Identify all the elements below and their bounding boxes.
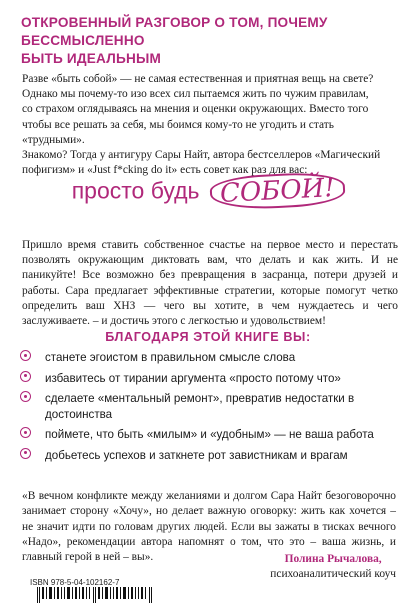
bullet-icon — [20, 427, 31, 438]
bullet-icon — [20, 371, 31, 382]
body-paragraph: Пришло время ставить собственное счастье на первое место и перестать позволять окружающим диктовать вам, что делать и как жить. И не паникуйте! Все возможно без превращения в засранца, потери друзей и работы. Сара предлагает эффективные стратегии, которые помогут четко определить ваш ХНЗ — чего вы хотите, в чем нуждаетесь и чего заслуживаете. – и достичь этого с легкостью и удовольствием! — [22, 239, 398, 328]
intro-line: Знакомо? Тогда у антигуру Сары Найт, автора бестселлеров «Магический — [22, 149, 381, 162]
slogan — [0, 174, 416, 208]
intro-paragraph — [22, 72, 398, 178]
headline — [21, 14, 401, 68]
quote-author — [270, 552, 396, 582]
bullet-icon — [20, 391, 31, 402]
benefits-list — [20, 350, 400, 468]
benefit-text: поймете, что быть «милым» и «удобным» — не ваша работа — [45, 428, 374, 441]
list-item — [20, 350, 400, 366]
slogan-text: просто будь — [71, 177, 200, 204]
intro-line: со страхом оглядываясь на мнения и оценки окружающих. Вместо того — [22, 103, 369, 116]
list-item — [20, 448, 400, 464]
isbn-label: ISBN 978-5-04-102162-7 — [30, 578, 120, 587]
review-quote: «В вечном конфликте между желаниями и долгом Сара Найт безоговорочно занимает сторону «Хочу», но делает важную оговорку: жить как хочется – не значит идти по головам других людей. Если вы зажаты в тисках вечного «Надо», рекомендации автора напомнят о том, что это – ваша жизнь, и главный герой в ней – вы». — [22, 490, 396, 564]
benefits-heading: БЛАГОДАРЯ ЭТОЙ КНИГЕ ВЫ: — [105, 330, 311, 344]
intro-line: чтобы все решать за себя, мы боимся кому-то не угодить и стать — [22, 118, 334, 131]
benefit-text: добьетесь успехов и заткнете рот завистникам и врагам — [45, 448, 348, 462]
author-role: психоаналитический коуч — [270, 568, 396, 580]
list-item — [20, 371, 400, 387]
author-name: Полина Рычалова, — [284, 553, 382, 565]
barcode-graphic — [31, 587, 166, 603]
benefit-text: сделаете «ментальный ремонт», превратив недостатки в достоинства — [45, 392, 355, 421]
headline-line-2: БЫТЬ ИДЕАЛЬНЫМ — [21, 51, 161, 66]
intro-line: Однако мы почему-то изо всех сил пытаемся жить по чужим правилам, — [22, 88, 369, 101]
bullet-icon — [20, 350, 31, 361]
intro-line: Разве «быть собой» — не самая естественная и приятная вещь на свете? — [22, 73, 374, 85]
benefit-text: избавитесь от тирании аргумента «просто потому что» — [45, 371, 341, 385]
benefit-text: станете эгоистом в правильном смысле слова — [45, 351, 296, 364]
list-item — [20, 427, 400, 443]
list-item — [20, 391, 400, 422]
slogan-script-text: СОБОЙ! — [209, 170, 345, 211]
intro-line: «трудными». — [22, 133, 85, 146]
intro-line: пофигизм» и «Just f*cking do it» есть совет как раз для вас: — [22, 164, 308, 177]
bullet-icon — [20, 448, 31, 459]
headline-line-1: ОТКРОВЕННЫЙ РАЗГОВОР О ТОМ, ПОЧЕМУ БЕССМЫСЛЕННО — [21, 15, 328, 48]
